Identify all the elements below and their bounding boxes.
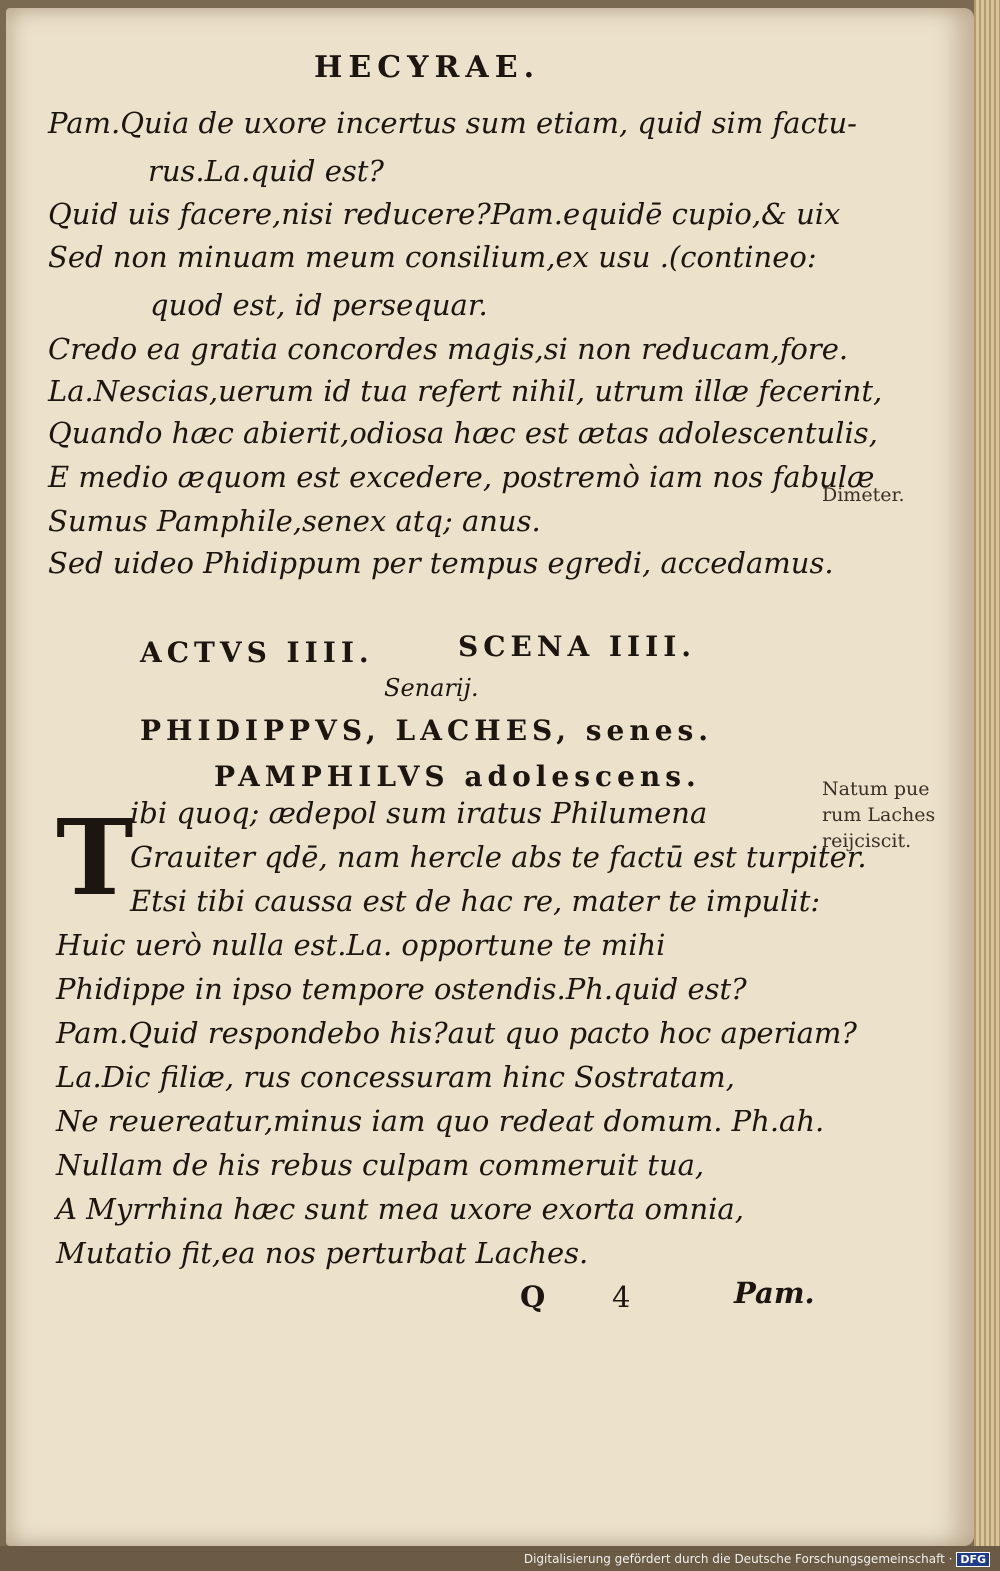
running-title: HECYRAE. <box>314 50 541 85</box>
text-line-5: quod est, id persequar. <box>150 288 488 322</box>
text-line-4: Sed non minuam meum consilium,ex usu .(contineo: <box>48 240 817 274</box>
credit-text: Digitalisierung gefördert durch die Deutsche Forschungsgemeinschaft · <box>523 1552 953 1566</box>
text-line-10: Sumus Pamphile,senex atq; anus. <box>48 504 541 538</box>
margin-note-line-2: rum Laches <box>822 804 936 826</box>
margin-note-line-1: Natum pue <box>822 778 930 800</box>
drop-capital: T <box>56 796 134 919</box>
text-line-1: Pam.Quia de uxore incertus sum etiam, quid sim factu- <box>48 106 857 140</box>
characters-line-2: PAMPHILVS adolescens. <box>214 760 701 793</box>
scene-line-1: ibi quoq; ædepol sum iratus Philumena <box>130 796 708 830</box>
signature-mark: Q <box>520 1280 546 1314</box>
text-line-2: rus.La.quid est? <box>148 154 384 188</box>
scene-line-9: Nullam de his rebus culpam commeruit tua, <box>56 1148 705 1182</box>
text-line-11: Sed uideo Phidippum per tempus egredi, accedamus. <box>48 546 834 580</box>
margin-note-dimeter: Dimeter. <box>822 484 905 506</box>
text-line-7: La.Nescias,uerum id tua refert nihil, utrum illæ fecerint, <box>48 374 883 408</box>
scene-line-8: Ne reuereatur,minus iam quo redeat domum. Ph.ah. <box>56 1104 825 1138</box>
characters-line-1: PHIDIPPVS, LACHES, senes. <box>140 714 714 747</box>
meter-label: Senarij. <box>384 674 479 702</box>
digitization-credit <box>524 1552 990 1567</box>
scene-line-5: Phidippe in ipso tempore ostendis.Ph.quid est? <box>56 972 747 1006</box>
scene-label: SCENA IIII. <box>458 630 697 663</box>
margin-note-line-3: reijciscit. <box>822 830 912 852</box>
scene-line-10: A Myrrhina hæc sunt mea uxore exorta omnia, <box>56 1192 744 1226</box>
text-line-6: Credo ea gratia concordes magis,si non reducam,fore. <box>48 332 849 366</box>
page-edges <box>974 0 1000 1556</box>
scene-line-6: Pam.Quid respondebo his?aut quo pacto hoc aperiam? <box>56 1016 857 1050</box>
scene-line-11: Mutatio fit,ea nos perturbat Laches. <box>56 1236 589 1270</box>
text-line-8: Quando hæc abierit,odiosa hæc est ætas adolescentulis, <box>48 416 878 450</box>
catchword: Pam. <box>734 1276 815 1310</box>
scene-line-7: La.Dic filiæ, rus concessuram hinc Sostratam, <box>56 1060 735 1094</box>
scene-line-2: Grauiter qdē, nam hercle abs te factū est turpiter. <box>130 840 867 874</box>
signature-number: 4 <box>612 1280 631 1314</box>
dfg-logo: DFG <box>956 1552 990 1567</box>
text-line-9: E medio æquom est excedere, postremò iam nos fabulæ <box>48 460 875 494</box>
text-line-3: Quid uis facere,nisi reducere?Pam.equidē cupio,& uix <box>48 197 841 231</box>
act-label: ACTVS IIII. <box>140 636 374 669</box>
scene-line-3: Etsi tibi caussa est de hac re, mater te impulit: <box>130 884 821 918</box>
scene-line-4: Huic uerò nulla est.La. opportune te mihi <box>56 928 666 962</box>
